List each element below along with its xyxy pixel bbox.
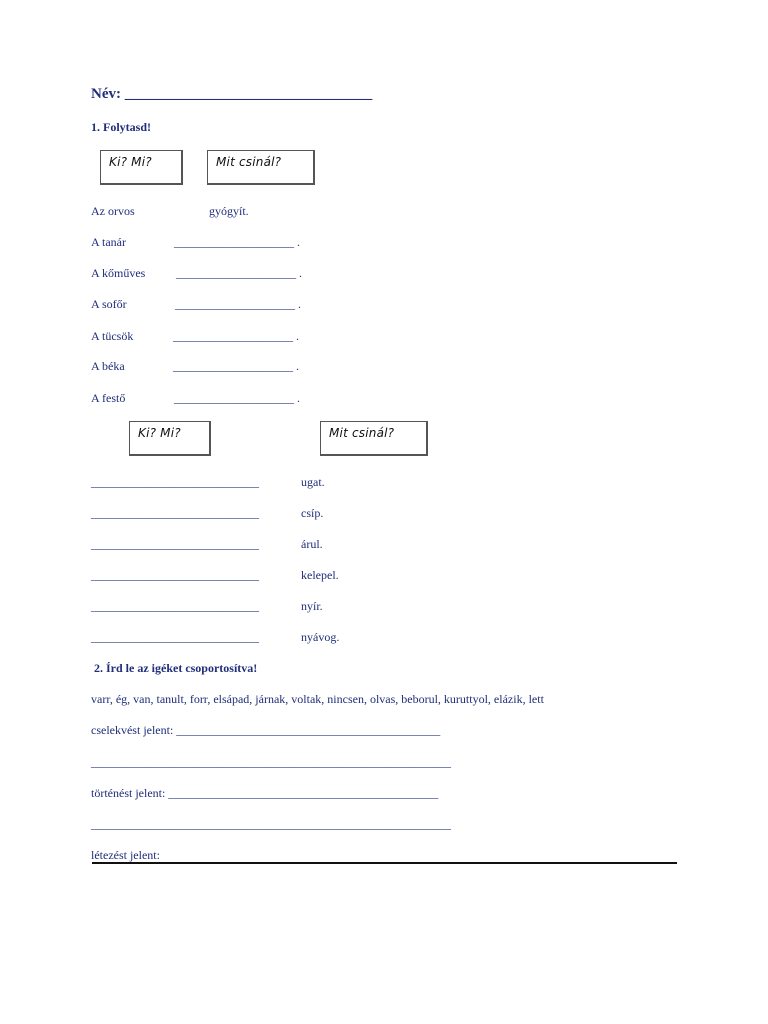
row-subject-blank[interactable]: ____________________________ <box>91 475 259 489</box>
row-subject-blank[interactable]: ____________________________ <box>91 630 259 644</box>
row-verb-blank[interactable]: ____________________ . <box>174 235 300 249</box>
row-verb-blank[interactable]: ____________________ . <box>174 391 300 405</box>
box-who-label: Ki? Mi? <box>138 426 181 440</box>
box-who-what-2 <box>129 421 211 456</box>
row-verb: ugat. <box>301 475 325 489</box>
row-subject: A festő <box>91 391 126 405</box>
row-subject: A sofőr <box>91 297 127 311</box>
event-verbs-line[interactable]: történést jelent: _____________________________________________ <box>91 786 439 800</box>
event-verbs-line-2[interactable]: ____________________________________________________________ <box>91 817 451 831</box>
row-subject: A tücsök <box>91 329 134 343</box>
box-what-doing <box>207 150 315 185</box>
row-subject: Az orvos <box>91 204 135 218</box>
row-verb: csíp. <box>301 506 324 520</box>
row-subject-blank[interactable]: ____________________________ <box>91 506 259 520</box>
row-verb-blank[interactable]: ____________________ . <box>173 329 299 343</box>
section-2-heading: 2. Írd le az igéket csoportosítva! <box>94 661 258 675</box>
row-subject: A tanár <box>91 235 126 249</box>
row-verb: árul. <box>301 537 323 551</box>
row-subject: A kőműves <box>91 266 146 280</box>
box-what-label: Mit csinál? <box>216 155 282 169</box>
row-verb-blank[interactable]: ____________________ . <box>175 297 301 311</box>
row-subject-blank[interactable]: ____________________________ <box>91 537 259 551</box>
row-verb-blank[interactable]: ____________________ . <box>176 266 302 280</box>
box-who-what <box>100 150 183 185</box>
existence-verbs-label: létezést jelent: <box>91 848 160 862</box>
existence-verbs-answer-line[interactable] <box>92 862 677 864</box>
section-1-heading: 1. Folytasd! <box>91 120 151 134</box>
row-verb: nyír. <box>301 599 323 613</box>
name-field-label: Név: _________________________________ <box>91 86 373 102</box>
verb-word-list: varr, ég, van, tanult, forr, elsápad, járnak, voltak, nincsen, olvas, beborul, kuruttyol, elázik, lett <box>91 692 544 706</box>
box-what-label: Mit csinál? <box>329 426 395 440</box>
row-subject-blank[interactable]: ____________________________ <box>91 568 259 582</box>
row-verb: gyógyít. <box>209 204 249 218</box>
action-verbs-line-2[interactable]: ____________________________________________________________ <box>91 755 451 769</box>
row-subject: A béka <box>91 359 125 373</box>
box-what-doing-2 <box>320 421 428 456</box>
row-verb-blank[interactable]: ____________________ . <box>173 359 299 373</box>
row-verb: nyávog. <box>301 630 340 644</box>
action-verbs-line[interactable]: cselekvést jelent: ____________________________________________ <box>91 723 441 737</box>
row-verb: kelepel. <box>301 568 339 582</box>
row-subject-blank[interactable]: ____________________________ <box>91 599 259 613</box>
box-who-label: Ki? Mi? <box>109 155 152 169</box>
